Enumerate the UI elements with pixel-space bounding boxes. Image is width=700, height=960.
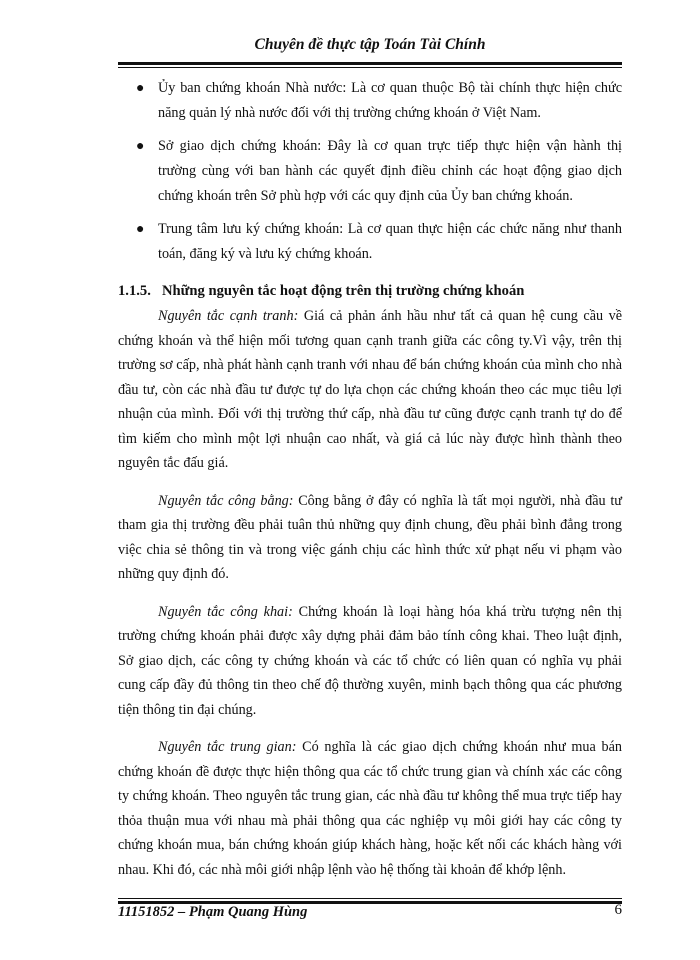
section-number: 1.1.5. (118, 283, 151, 299)
page-header-title: Chuyên đề thực tập Toán Tài Chính (254, 36, 486, 53)
principle-text: Công bằng ở đây có nghĩa là tất mọi người, nhà đầu tư tham gia thị trường đều phải tuân thủ những quy định chung, đều phải bình đẳng trong việc chia sẻ thông tin và trong việc gánh chịu các hình thức xử phạt nếu vi phạm vào những quy định đó. (118, 492, 622, 582)
principle-term: Nguyên tắc công khai: (158, 603, 293, 620)
principle-text: Chứng khoán là loại hàng hóa khá trừu tượng nên thị trường chứng khoán phải được xây dựng phải đảm bảo tính công khai. Theo luật định, Sở giao dịch, các công ty chứng khoán và các tổ chức có liên quan có nghĩa vụ phải cung cấp đầy đủ thông tin theo chế độ thường xuyên, minh bạch thông qua các phương tiện thông tin đại chúng. (118, 603, 623, 718)
section-title: Những nguyên tắc hoạt động trên thị trường chứng khoán (162, 283, 525, 299)
principle-term: Nguyên tắc công bằng: (158, 492, 294, 509)
page-number: 6 (614, 902, 622, 918)
section-heading (118, 279, 622, 304)
principle-text: Giá cả phản ánh hầu như tất cả quan hệ cung cầu về chứng khoán và thể hiện mối tương quan cạnh tranh giữa các công ty.Vì vậy, trên thị trường sơ cấp, nhà phát hành cạnh tranh với nhau để bán chứng khoán của mình cho nhà đầu tư, còn các nhà đầu tư được tự do lựa chọn các chứng khoán theo các mục tiêu lợi nhuận của mình. Đối với thị trường thứ cấp, nhà đầu tư cũng được cạnh tranh tự do để tìm kiếm cho mình một lợi nhuận cao nhất, và giá cả lúc này được hình thành theo nguyên tắc đấu giá. (118, 308, 623, 471)
principle-text: Có nghĩa là các giao dịch chứng khoán như mua bán chứng khoán đề được thực hiện thông qua các tổ chức trung gian và chính xác các công ty chứng khoán. Theo nguyên tắc trung gian, các nhà đầu tư không thể mua trực tiếp hay thỏa thuận mua với nhau mà phải thông qua các nghiệp vụ môi giới hay các công ty chứng khoán mua, bán chứng khoán giúp khách hàng, hoặc kết nối các khách hàng với nhau. Khi đó, các nhà môi giới nhập lệnh vào hệ thống tài khoản để khớp lệnh. (118, 739, 622, 878)
bullet-text: Ủy ban chứng khoán Nhà nước: Là cơ quan thuộc Bộ tài chính thực hiện chức năng quản lý nhà nước đối với thị trường chứng khoán ở Việt Nam. (158, 80, 622, 121)
page-content (118, 76, 622, 895)
bullet-icon: ● (136, 222, 145, 237)
bullet-text: Sở giao dịch chứng khoán: Đây là cơ quan trực tiếp thực hiện vận hành thị trường cùng với ban hành các quyết định điều chỉnh các hoạt động giao dịch chứng khoán trên Sở phù hợp với các quy định của Ủy ban chứng khoán. (158, 138, 622, 204)
principle-paragraph (118, 735, 622, 882)
header-rule (118, 62, 622, 68)
bullet-text: Trung tâm lưu ký chứng khoán: Là cơ quan thực hiện các chức năng như thanh toán, đăng ký và lưu ký chứng khoán. (158, 221, 622, 262)
bullet-item (118, 217, 622, 267)
principle-term: Nguyên tắc cạnh tranh: (158, 308, 299, 324)
principle-paragraph (118, 304, 622, 476)
bullet-icon: ● (136, 81, 145, 96)
principle-term: Nguyên tắc trung gian: (158, 739, 297, 755)
bullet-item (118, 76, 622, 126)
principle-paragraph (118, 600, 622, 723)
principle-paragraph (118, 489, 622, 587)
bullet-icon: ● (136, 139, 145, 154)
footer-author: 11151852 – Phạm Quang Hùng (118, 904, 308, 920)
bullet-item (118, 134, 622, 209)
